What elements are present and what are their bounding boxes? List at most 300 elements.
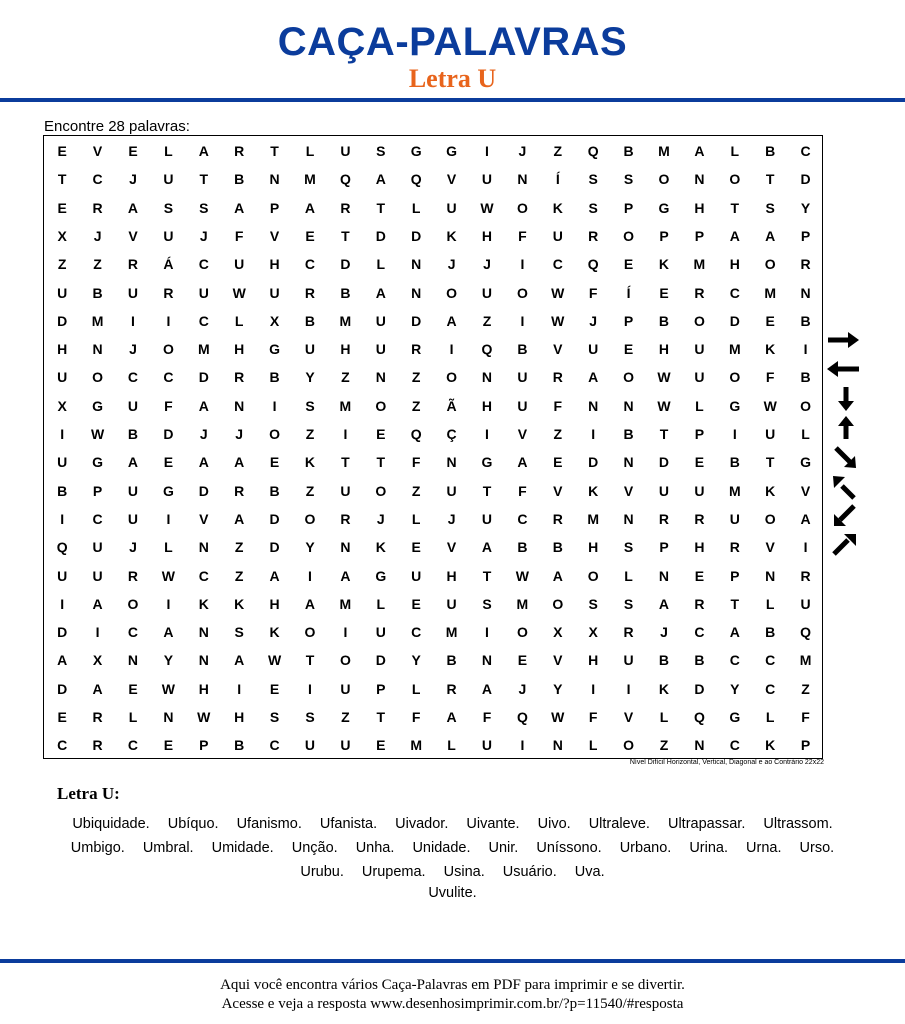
grid-letter[interactable]: I (60, 595, 65, 612)
grid-letter[interactable]: U (304, 341, 316, 358)
grid-letter[interactable]: O (516, 624, 528, 641)
grid-letter[interactable]: X (92, 652, 103, 669)
grid-letter[interactable]: J (199, 227, 208, 244)
grid-letter[interactable]: F (553, 397, 563, 414)
grid-letter[interactable]: O (516, 199, 528, 216)
grid-letter[interactable]: P (800, 737, 811, 754)
grid-letter[interactable]: N (552, 737, 563, 754)
grid-letter[interactable]: I (343, 624, 348, 641)
grid-letter[interactable]: F (518, 227, 527, 244)
grid-letter[interactable]: P (623, 199, 634, 216)
grid-letter[interactable]: C (163, 369, 174, 386)
grid-letter[interactable]: G (92, 454, 104, 471)
grid-letter[interactable]: U (57, 369, 68, 386)
grid-letter[interactable]: H (694, 539, 705, 556)
grid-letter[interactable]: Í (626, 284, 631, 301)
grid-letter[interactable]: O (339, 652, 351, 669)
grid-letter[interactable]: H (694, 199, 705, 216)
grid-letter[interactable]: L (801, 426, 810, 442)
grid-letter[interactable]: T (730, 199, 740, 216)
grid-letter[interactable]: Y (163, 652, 174, 669)
grid-letter[interactable]: J (129, 171, 137, 188)
grid-letter[interactable]: M (91, 312, 104, 329)
grid-letter[interactable]: E (623, 256, 634, 273)
grid-letter[interactable]: K (304, 454, 316, 471)
grid-letter[interactable]: N (623, 510, 634, 527)
grid-letter[interactable]: D (375, 227, 386, 244)
grid-letter[interactable]: J (129, 341, 137, 358)
grid-letter[interactable]: S (623, 171, 634, 188)
grid-letter[interactable]: K (588, 482, 599, 499)
grid-letter[interactable]: A (481, 539, 493, 556)
grid-letter[interactable]: O (162, 341, 174, 358)
grid-letter[interactable]: H (234, 709, 245, 725)
grid-letter[interactable]: A (800, 510, 811, 527)
grid-letter[interactable]: I (166, 312, 171, 329)
grid-letter[interactable]: I (60, 510, 65, 527)
grid-letter[interactable]: Q (587, 143, 599, 159)
grid-letter[interactable]: I (485, 426, 489, 442)
grid-letter[interactable]: S (305, 709, 315, 725)
grid-letter[interactable]: Z (93, 256, 102, 273)
grid-letter[interactable]: B (623, 426, 634, 442)
grid-letter[interactable]: D (269, 539, 280, 556)
grid-letter[interactable]: U (340, 482, 351, 499)
grid-letter[interactable]: B (340, 284, 351, 301)
grid-letter[interactable]: M (799, 652, 812, 669)
grid-letter[interactable]: U (481, 510, 493, 527)
grid-letter[interactable]: J (483, 256, 491, 273)
grid-letter[interactable]: T (482, 482, 492, 499)
grid-letter[interactable]: A (694, 143, 705, 159)
grid-letter[interactable]: C (765, 652, 776, 669)
grid-letter[interactable]: O (623, 369, 635, 386)
grid-letter[interactable]: V (623, 482, 634, 499)
grid-letter[interactable]: U (446, 595, 457, 612)
grid-letter[interactable]: G (800, 454, 812, 471)
grid-letter[interactable]: J (235, 426, 244, 442)
grid-letter[interactable]: U (269, 284, 280, 301)
grid-letter[interactable]: O (800, 397, 812, 414)
grid-letter[interactable]: F (518, 482, 527, 499)
grid-letter[interactable]: Y (305, 539, 315, 556)
grid-letter[interactable]: Y (800, 199, 811, 216)
grid-letter[interactable]: Z (801, 680, 810, 697)
grid-letter[interactable]: Z (234, 539, 244, 556)
grid-letter[interactable]: G (729, 709, 741, 725)
grid-letter[interactable]: D (411, 227, 422, 244)
grid-letter[interactable]: U (340, 737, 351, 754)
grid-letter[interactable]: G (269, 341, 281, 358)
grid-letter[interactable]: I (166, 510, 171, 527)
grid-letter[interactable]: B (694, 652, 705, 669)
grid-letter[interactable]: G (481, 454, 493, 471)
grid-letter[interactable]: D (57, 680, 68, 697)
grid-letter[interactable]: O (552, 595, 564, 612)
grid-letter[interactable]: W (551, 312, 565, 329)
grid-letter[interactable]: N (623, 397, 634, 414)
grid-letter[interactable]: R (729, 539, 740, 556)
grid-letter[interactable]: L (695, 397, 704, 414)
grid-letter[interactable]: B (57, 482, 68, 499)
grid-letter[interactable]: K (658, 680, 670, 697)
grid-letter[interactable]: A (163, 624, 174, 641)
grid-letter[interactable]: C (517, 510, 528, 527)
grid-letter[interactable]: R (411, 341, 422, 358)
grid-letter[interactable]: U (92, 567, 103, 584)
grid-letter[interactable]: N (446, 454, 457, 471)
grid-letter[interactable]: S (376, 143, 386, 159)
grid-letter[interactable]: R (234, 482, 245, 499)
grid-letter[interactable]: N (375, 369, 386, 386)
grid-letter[interactable]: C (765, 680, 776, 697)
grid-letter[interactable]: C (411, 624, 422, 641)
grid-letter[interactable]: I (803, 539, 808, 556)
grid-letter[interactable]: C (269, 737, 280, 754)
grid-letter[interactable]: Q (410, 171, 422, 188)
grid-letter[interactable]: B (304, 312, 316, 329)
grid-letter[interactable]: U (375, 624, 386, 641)
grid-letter[interactable]: A (375, 171, 386, 188)
grid-letter[interactable]: B (552, 539, 563, 556)
grid-letter[interactable]: R (234, 369, 245, 386)
grid-letter[interactable]: E (57, 199, 67, 216)
grid-letter[interactable]: E (163, 737, 174, 754)
grid-letter[interactable]: C (92, 171, 103, 188)
grid-letter[interactable]: B (623, 143, 634, 159)
grid-letter[interactable]: K (234, 595, 245, 612)
grid-letter[interactable]: Á (163, 256, 174, 273)
grid-letter[interactable]: L (659, 709, 669, 725)
grid-letter[interactable]: I (520, 312, 525, 329)
grid-letter[interactable]: O (623, 737, 635, 754)
grid-letter[interactable]: W (763, 397, 777, 414)
grid-letter[interactable]: K (765, 482, 776, 499)
grid-letter[interactable]: C (92, 510, 103, 527)
grid-letter[interactable]: B (517, 539, 528, 556)
grid-letter[interactable]: I (520, 737, 525, 754)
grid-letter[interactable]: E (269, 454, 280, 471)
grid-letter[interactable]: M (728, 341, 741, 358)
grid-letter[interactable]: M (516, 595, 529, 612)
grid-letter[interactable]: C (694, 624, 705, 641)
grid-letter[interactable]: T (199, 171, 209, 188)
grid-letter[interactable]: I (343, 426, 348, 442)
grid-letter[interactable]: W (267, 652, 282, 669)
grid-letter[interactable]: W (197, 709, 211, 725)
grid-letter[interactable]: L (411, 510, 421, 527)
grid-letter[interactable]: K (269, 624, 280, 641)
grid-letter[interactable]: O (764, 510, 776, 527)
grid-letter[interactable]: Q (693, 709, 705, 725)
grid-letter[interactable]: T (376, 454, 386, 471)
grid-letter[interactable]: H (198, 680, 209, 697)
grid-letter[interactable]: T (376, 199, 386, 216)
grid-letter[interactable]: H (57, 341, 68, 358)
grid-letter[interactable]: J (589, 312, 598, 329)
grid-letter[interactable]: M (339, 595, 352, 612)
grid-letter[interactable]: D (588, 454, 599, 471)
grid-letter[interactable]: P (694, 426, 705, 442)
grid-letter[interactable]: S (234, 624, 244, 641)
grid-letter[interactable]: A (127, 199, 139, 216)
grid-letter[interactable]: U (481, 737, 493, 754)
grid-letter[interactable]: P (269, 199, 280, 216)
grid-letter[interactable]: I (485, 143, 489, 159)
grid-letter[interactable]: Q (481, 341, 493, 358)
grid-letter[interactable]: O (446, 284, 458, 301)
grid-letter[interactable]: W (551, 284, 565, 301)
grid-letter[interactable]: D (198, 369, 209, 386)
grid-letter[interactable]: Ã (446, 397, 457, 414)
grid-letter[interactable]: A (269, 567, 280, 584)
grid-letter[interactable]: O (729, 171, 741, 188)
grid-letter[interactable]: W (161, 680, 175, 697)
grid-letter[interactable]: X (588, 624, 598, 641)
grid-letter[interactable]: B (800, 312, 811, 329)
grid-letter[interactable]: N (765, 567, 776, 584)
grid-letter[interactable]: B (92, 284, 103, 301)
grid-letter[interactable]: H (446, 567, 457, 584)
grid-letter[interactable]: U (765, 426, 776, 442)
grid-letter[interactable]: N (658, 567, 670, 584)
grid-letter[interactable]: N (234, 397, 245, 414)
grid-letter[interactable]: I (60, 426, 65, 442)
grid-letter[interactable]: X (553, 624, 563, 641)
grid-letter[interactable]: D (269, 510, 280, 527)
grid-letter[interactable]: Q (800, 624, 812, 641)
grid-letter[interactable]: V (800, 482, 811, 499)
grid-letter[interactable]: B (800, 369, 811, 386)
grid-letter[interactable]: W (551, 709, 565, 725)
grid-letter[interactable]: R (446, 680, 457, 697)
grid-letter[interactable]: R (163, 284, 174, 301)
grid-letter[interactable]: F (164, 397, 173, 414)
grid-letter[interactable]: E (128, 680, 138, 697)
grid-letter[interactable]: X (269, 312, 280, 329)
grid-letter[interactable]: Z (305, 482, 315, 499)
grid-letter[interactable]: J (518, 143, 527, 159)
grid-letter[interactable]: S (305, 397, 315, 414)
grid-letter[interactable]: K (375, 539, 386, 556)
grid-letter[interactable]: Y (730, 680, 740, 697)
grid-letter[interactable]: K (765, 737, 776, 754)
grid-letter[interactable]: L (411, 680, 421, 697)
grid-letter[interactable]: V (553, 482, 563, 499)
grid-letter[interactable]: B (765, 624, 776, 641)
grid-letter[interactable]: P (92, 482, 103, 499)
grid-letter[interactable]: T (730, 595, 740, 612)
grid-letter[interactable]: A (198, 454, 209, 471)
grid-letter[interactable]: W (515, 567, 529, 584)
grid-letter[interactable]: N (694, 171, 705, 188)
grid-letter[interactable]: I (166, 595, 171, 612)
grid-letter[interactable]: U (127, 284, 139, 301)
grid-letter[interactable]: E (411, 595, 421, 612)
grid-letter[interactable]: E (694, 567, 705, 584)
grid-letter[interactable]: C (729, 284, 740, 301)
grid-letter[interactable]: Z (482, 312, 492, 329)
grid-letter[interactable]: E (694, 454, 705, 471)
grid-letter[interactable]: T (765, 454, 775, 471)
grid-letter[interactable]: A (304, 199, 316, 216)
grid-letter[interactable]: A (765, 227, 776, 244)
grid-letter[interactable]: Y (411, 652, 421, 669)
grid-letter[interactable]: N (269, 171, 280, 188)
grid-letter[interactable]: I (591, 426, 596, 442)
grid-letter[interactable]: Ç (446, 426, 457, 442)
grid-letter[interactable]: N (623, 454, 634, 471)
grid-letter[interactable]: Z (553, 143, 563, 159)
grid-letter[interactable]: Z (411, 397, 421, 414)
grid-letter[interactable]: E (163, 454, 174, 471)
grid-letter[interactable]: H (481, 397, 493, 414)
grid-letter[interactable]: U (517, 397, 528, 414)
grid-letter[interactable]: N (588, 397, 599, 414)
grid-letter[interactable]: M (410, 737, 423, 754)
grid-letter[interactable]: I (591, 680, 596, 697)
grid-letter[interactable]: A (234, 454, 245, 471)
grid-letter[interactable]: P (623, 312, 634, 329)
grid-letter[interactable]: D (411, 312, 422, 329)
grid-letter[interactable]: O (693, 312, 705, 329)
grid-letter[interactable]: Q (410, 426, 422, 442)
grid-letter[interactable]: J (447, 510, 456, 527)
grid-letter[interactable]: S (588, 171, 598, 188)
grid-letter[interactable]: R (800, 567, 811, 584)
grid-letter[interactable]: H (234, 341, 245, 358)
grid-letter[interactable]: A (304, 595, 316, 612)
grid-letter[interactable]: V (517, 426, 528, 442)
grid-letter[interactable]: V (92, 143, 103, 159)
grid-letter[interactable]: E (128, 143, 138, 159)
grid-letter[interactable]: L (305, 143, 315, 159)
grid-letter[interactable]: C (127, 737, 139, 754)
grid-letter[interactable]: W (657, 369, 671, 386)
grid-letter[interactable]: U (127, 397, 139, 414)
grid-letter[interactable]: D (729, 312, 740, 329)
grid-letter[interactable]: U (694, 482, 705, 499)
grid-letter[interactable]: Q (339, 171, 351, 188)
grid-letter[interactable]: E (305, 227, 315, 244)
grid-letter[interactable]: J (518, 680, 527, 697)
grid-letter[interactable]: M (764, 284, 777, 301)
grid-letter[interactable]: T (376, 709, 386, 725)
grid-letter[interactable]: D (163, 426, 174, 442)
grid-letter[interactable]: N (198, 652, 209, 669)
grid-letter[interactable]: E (553, 454, 563, 471)
grid-letter[interactable]: R (552, 510, 563, 527)
grid-letter[interactable]: U (340, 143, 351, 159)
grid-letter[interactable]: E (376, 737, 386, 754)
grid-letter[interactable]: P (659, 227, 669, 244)
grid-letter[interactable]: S (269, 709, 280, 725)
grid-letter[interactable]: A (517, 454, 528, 471)
grid-letter[interactable]: R (340, 510, 351, 527)
grid-letter[interactable]: V (446, 171, 457, 188)
grid-letter[interactable]: T (659, 426, 669, 442)
grid-letter[interactable]: S (765, 199, 775, 216)
grid-letter[interactable]: V (553, 341, 563, 358)
grid-letter[interactable]: R (658, 510, 670, 527)
grid-letter[interactable]: Q (587, 256, 599, 273)
grid-letter[interactable]: A (234, 652, 245, 669)
grid-letter[interactable]: N (92, 341, 103, 358)
grid-letter[interactable]: P (730, 567, 740, 584)
grid-letter[interactable]: U (234, 256, 245, 273)
grid-letter[interactable]: Í (555, 171, 560, 188)
grid-letter[interactable]: Y (553, 680, 563, 697)
grid-letter[interactable]: D (57, 624, 68, 641)
grid-letter[interactable]: C (198, 312, 209, 329)
grid-letter[interactable]: Z (341, 369, 350, 386)
grid-letter[interactable]: F (411, 454, 421, 471)
grid-letter[interactable]: W (232, 284, 246, 301)
grid-letter[interactable]: K (446, 227, 457, 244)
grid-letter[interactable]: F (411, 709, 421, 725)
grid-letter[interactable]: R (92, 709, 103, 725)
grid-letter[interactable]: A (446, 709, 457, 725)
grid-letter[interactable]: L (128, 709, 138, 725)
grid-letter[interactable]: A (446, 312, 457, 329)
grid-letter[interactable]: E (376, 426, 386, 442)
grid-letter[interactable]: F (588, 284, 598, 301)
grid-letter[interactable]: N (163, 709, 174, 725)
grid-letter[interactable]: O (623, 227, 635, 244)
grid-letter[interactable]: U (800, 595, 811, 612)
grid-letter[interactable]: B (658, 652, 670, 669)
grid-letter[interactable]: P (659, 539, 669, 556)
grid-letter[interactable]: L (730, 143, 740, 159)
grid-letter[interactable]: T (57, 171, 67, 188)
grid-letter[interactable]: J (376, 510, 385, 527)
grid-letter[interactable]: R (234, 143, 245, 159)
grid-letter[interactable]: B (234, 737, 245, 754)
grid-letter[interactable]: U (57, 567, 68, 584)
grid-letter[interactable]: R (340, 199, 351, 216)
grid-letter[interactable]: U (694, 369, 705, 386)
grid-letter[interactable]: E (659, 284, 669, 301)
grid-letter[interactable]: L (447, 737, 456, 754)
grid-letter[interactable]: A (340, 567, 351, 584)
grid-letter[interactable]: Z (234, 567, 244, 584)
grid-letter[interactable]: V (765, 539, 775, 556)
grid-letter[interactable]: V (128, 227, 138, 244)
grid-letter[interactable]: D (57, 312, 68, 329)
grid-letter[interactable]: M (728, 482, 741, 499)
grid-letter[interactable]: D (198, 482, 209, 499)
grid-letter[interactable]: N (411, 284, 422, 301)
grid-letter[interactable]: B (658, 312, 670, 329)
grid-letter[interactable]: J (199, 426, 208, 442)
grid-letter[interactable]: V (553, 652, 563, 669)
grid-letter[interactable]: U (694, 341, 705, 358)
grid-letter[interactable]: O (269, 426, 281, 442)
grid-letter[interactable]: O (127, 595, 139, 612)
grid-letter[interactable]: R (623, 624, 634, 641)
grid-letter[interactable]: U (517, 369, 528, 386)
grid-letter[interactable]: E (623, 341, 634, 358)
grid-letter[interactable]: M (304, 171, 316, 188)
grid-letter[interactable]: I (131, 312, 135, 329)
grid-letter[interactable]: H (588, 539, 599, 556)
grid-letter[interactable]: R (694, 510, 705, 527)
grid-letter[interactable]: U (446, 482, 457, 499)
grid-letter[interactable]: U (623, 652, 634, 669)
grid-letter[interactable]: U (481, 171, 493, 188)
grid-letter[interactable]: A (658, 595, 670, 612)
grid-letter[interactable]: U (127, 510, 139, 527)
